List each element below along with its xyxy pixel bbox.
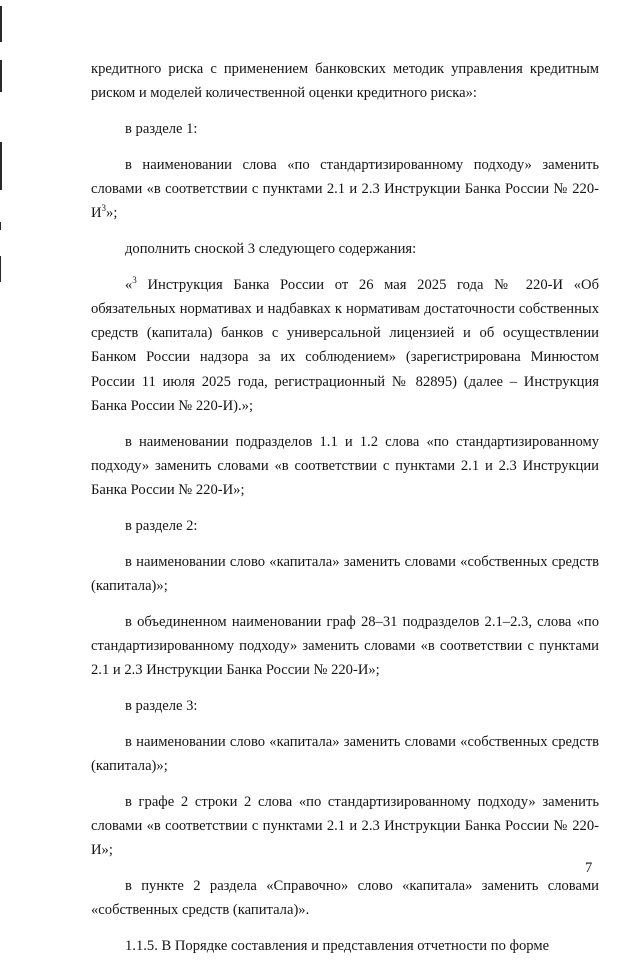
paragraph-p5 [91,273,599,418]
paragraph-text: в наименовании слова «по стандартизированному подходу» заменить словами «в соответствии с пунктами 2.1 и 2.3 Инструкции Банка России № 220-И [91,156,599,222]
paragraph-text: дополнить сноской 3 следующего содержания: [125,241,417,257]
scan-edge-mark [0,222,1,230]
paragraph-p13 [91,874,599,922]
paragraph-p10 [91,694,599,718]
paragraph-text: в разделе 3: [125,697,198,714]
paragraph-p7 [91,514,599,538]
paragraph-p2 [91,117,599,141]
scan-edge-mark [0,6,2,42]
paragraph-text: кредитного риска с применением банковских методик управления кредитным риском и моделей количественной оценки кредитного риска»: [91,61,599,102]
paragraph-p11 [91,730,599,778]
scan-edge-mark [0,256,1,282]
paragraph-text: « [125,276,133,293]
paragraph-text: 1.1.5. В Порядке составления и представления отчетности по форме [125,937,550,954]
paragraph-text: в разделе 1: [125,121,198,137]
page-number: 7 [585,860,593,876]
paragraph-text: в наименовании слово «капитала» заменить словами «собственных средств (капитала)»; [91,733,599,774]
paragraph-p3 [91,153,599,226]
paragraph-text: в объединенном наименовании граф 28–31 подразделов 2.1–2.3, слова «по стандартизированному подходу» заменить словами «в соответствии с пунктами 2.1 и 2.3 Инструкции Банка России № 220-И»; [91,613,599,679]
scan-edge-mark [0,142,2,190]
document-body [91,57,599,970]
paragraph-p4 [91,237,599,261]
paragraph-p12 [91,790,599,863]
paragraph-text: в наименовании слово «капитала» заменить словами «собственных средств (капитала)»; [91,553,599,594]
paragraph-p14 [91,934,599,958]
paragraph-text: в наименовании подразделов 1.1 и 1.2 слова «по стандартизированному подходу» заменить словами «в соответствии с пунктами 2.1 и 2.3 Инструкции Банка России № 220-И»; [91,433,599,499]
paragraph-text: »; [106,205,118,222]
paragraph-p8 [91,550,599,598]
paragraph-p1 [91,57,599,105]
paragraph-text: в разделе 2: [125,517,198,534]
footnote-marker: 3 [101,203,107,214]
paragraph-text: Инструкция Банка России от 26 мая 2025 года № 220-И «Об обязательных нормативах и надбавках к нормативам достаточности собственных средств (капитала) банков с универсальной лицензией и об осуществлении Банком России надзора за их соблюдением» (зарегистрирована Минюстом России 11 июля 2025 года, регистрационный № 82895) (далее – Инструкция Банка России № 220-И).»; [91,276,599,414]
paragraph-text: в пункте 2 раздела «Справочно» слово «капитала» заменить словами «собственных средств (капитала)». [91,877,599,919]
paragraph-p6 [91,430,599,503]
footnote-marker: 3 [132,274,137,285]
paragraph-p9 [91,610,599,683]
scan-edge-mark [0,60,2,92]
paragraph-text: в графе 2 строки 2 слова «по стандартизированному подходу» заменить словами «в соответствии с пунктами 2.1 и 2.3 Инструкции Банка России № 220-И»; [91,793,599,859]
